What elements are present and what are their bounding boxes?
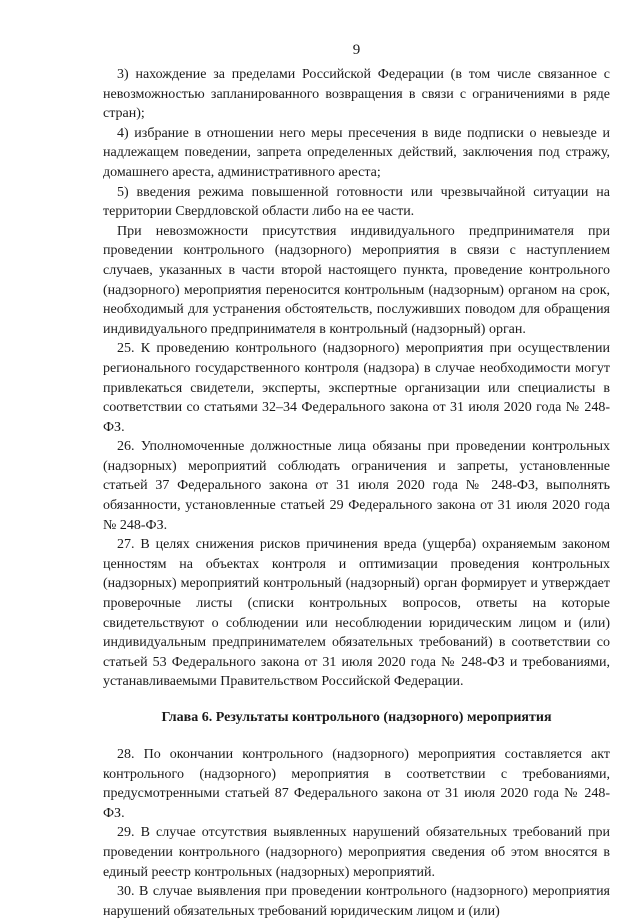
paragraph-postponement: При невозможности присутствия индивидуального предпринимателя при проведении контрольного (надзорного) мероприятия в связи с наступлением случаев, указанных в части второй настоящего пункта, проведение контрольного (надзорного) мероприятия переносится контрольным (надзорным) органом на срок, необходимый для устранения обстоятельств, послуживших поводом для обращения индивидуального предпринимателя в контрольный (надзорный) орган. [103,223,610,337]
page-number: 9 [352,42,361,58]
paragraph-26: 26. Уполномоченные должностные лица обязаны при проведении контрольных (надзорных) мероприятий соблюдать ограничения и запреты, установленные статьей 37 Федерального закона от 31 июля 2020 года № 248-ФЗ, выполнять обязанности, установленные статьей 29 Федерального закона от 31 июля 2020 года № 248-ФЗ. [103,439,610,533]
paragraph-27: 27. В целях снижения рисков причинения вреда (ущерба) охраняемым законом ценностям на объектах контроля и оптимизации проведения контрольных (надзорных) мероприятий контрольный (надзорный) орган формирует и утверждает проверочные листы (списки контрольных вопросов, ответы на которые свидетельствуют о соблюдении или несоблюдении юридическим лицом и (или) индивидуальным предпринимателем обязательных требований) в соответствии со статьей 53 Федерального закона от 31 июля 2020 года № 248-ФЗ и требованиями, устанавливаемыми Правительством Российской Федерации. [103,537,610,690]
paragraph-30: 30. В случае выявления при проведении контрольного (надзорного) мероприятия нарушений обязательных требований юридическим лицом и (или) [103,884,610,919]
paragraph-28: 28. По окончании контрольного (надзорного) мероприятия составляется акт контрольного (надзорного) мероприятия в соответствии с требованиями, предусмотренными статьей 87 Федерального закона от 31 июля 2020 года № 248-ФЗ. [103,747,610,821]
paragraph-item-4: 4) избрание в отношении него меры пресечения в виде подписки о невыезде и надлежащем поведении, запрета определенных действий, заключения под стражу, домашнего ареста, административного ареста; [103,125,610,180]
paragraph-item-3: 3) нахождение за пределами Российской Федерации (в том числе связанное с невозможностью запланированного возвращения в связи с ограничениями в ряде стран); [103,67,610,122]
paragraph-item-5: 5) введения режима повышенной готовности или чрезвычайной ситуации на территории Свердловской области либо на ее части. [103,184,610,220]
paragraph-29: 29. В случае отсутствия выявленных нарушений обязательных требований при проведении контрольного (надзорного) мероприятия сведения об этом вносятся в единый реестр контрольных (надзорных) мероприятий. [103,825,610,880]
chapter-heading: Глава 6. Результаты контрольного (надзорного) мероприятия [161,710,552,725]
paragraph-25: 25. К проведению контрольного (надзорного) мероприятия при осуществлении регионального государственного контроля (надзора) в случае необходимости могут привлекаться свидетели, эксперты, экспертные организации или специалисты в соответствии со статьями 32–34 Федерального закона от 31 июля 2020 года № 248-ФЗ. [103,341,610,435]
